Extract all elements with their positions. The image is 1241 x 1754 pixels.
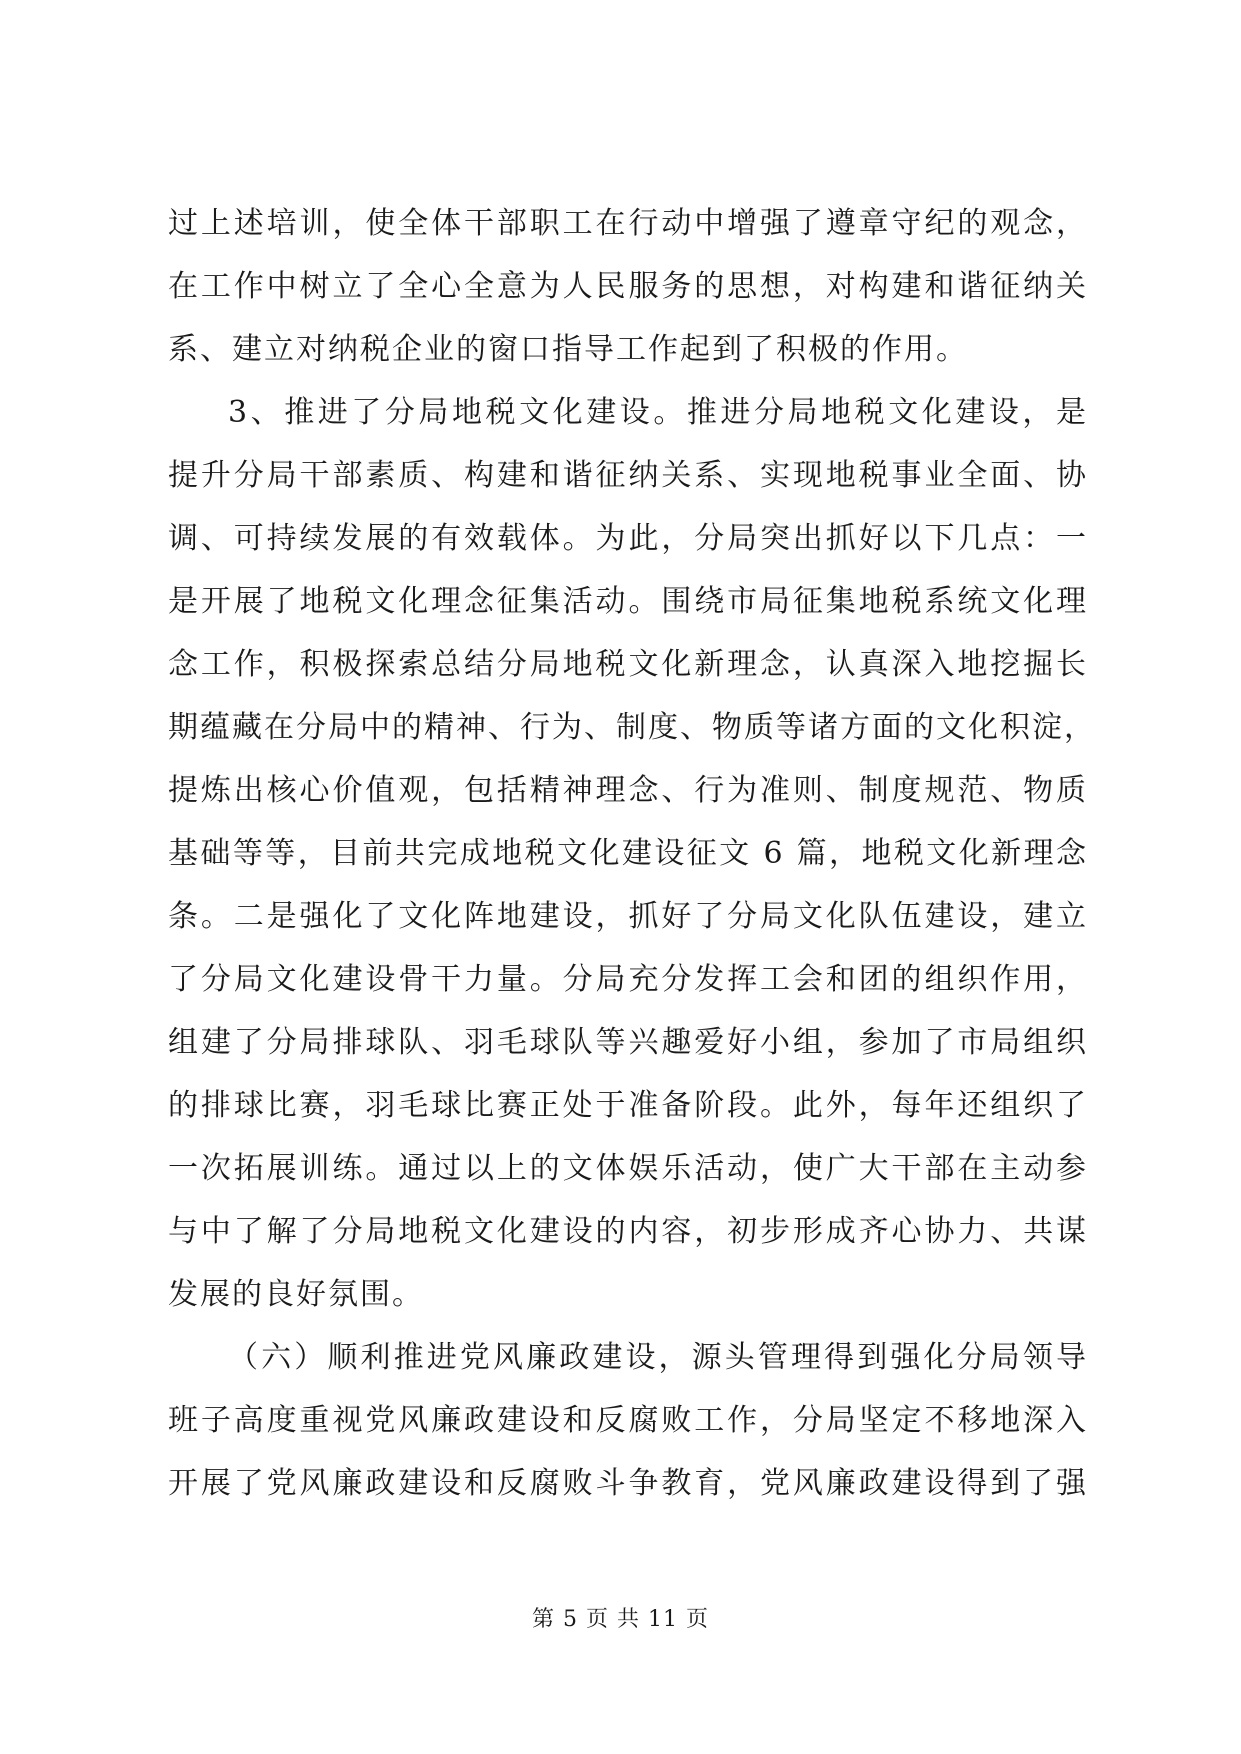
- text-line: 基础等等，目前共完成地税文化建设征文 6 篇，地税文化新理念: [168, 836, 1088, 871]
- text-line: 发展的良好氛围。: [168, 1277, 424, 1312]
- text-line: 条。二是强化了文化阵地建设，抓好了分局文化队伍建设，建立: [168, 899, 1088, 934]
- text-line: 组建了分局排球队、羽毛球队等兴趣爱好小组，参加了市局组织: [168, 1025, 1088, 1060]
- text-line: 一次拓展训练。通过以上的文体娱乐活动，使广大干部在主动参: [168, 1151, 1088, 1186]
- text-line: 与中了解了分局地税文化建设的内容，初步形成齐心协力、共谋: [168, 1214, 1088, 1249]
- text-line: 了分局文化建设骨干力量。分局充分发挥工会和团的组织作用，: [168, 962, 1088, 997]
- body-text: [168, 192, 1096, 1515]
- text-line: 是开展了地税文化理念征集活动。围绕市局征集地税系统文化理: [168, 584, 1088, 619]
- text-line: （六）顺利推进党风廉政建设，源头管理得到强化分局领导: [228, 1340, 1088, 1375]
- text-line: 系、建立对纳税企业的窗口指导工作起到了积极的作用。: [168, 332, 968, 367]
- text-line: 班子高度重视党风廉政建设和反腐败工作，分局坚定不移地深入: [168, 1403, 1088, 1438]
- text-line: 的排球比赛，羽毛球比赛正处于准备阶段。此外，每年还组织了: [168, 1088, 1088, 1123]
- page-footer: 第 5 页 共 11 页: [532, 1607, 709, 1632]
- text-line: 提升分局干部素质、构建和谐征纳关系、实现地税事业全面、协: [168, 458, 1088, 493]
- text-line: 提炼出核心价值观，包括精神理念、行为准则、制度规范、物质: [168, 773, 1088, 808]
- text-line: 3、推进了分局地税文化建设。推进分局地税文化建设，是: [228, 395, 1088, 430]
- text-line: 在工作中树立了全心全意为人民服务的思想，对构建和谐征纳关: [168, 269, 1088, 304]
- text-line: 调、可持续发展的有效载体。为此，分局突出抓好以下几点：一: [168, 521, 1088, 556]
- text-line: 过上述培训，使全体干部职工在行动中增强了遵章守纪的观念，: [168, 206, 1088, 241]
- text-line: 开展了党风廉政建设和反腐败斗争教育，党风廉政建设得到了强: [168, 1466, 1088, 1501]
- text-line: 期蕴藏在分局中的精神、行为、制度、物质等诸方面的文化积淀，: [168, 710, 1096, 745]
- text-line: 念工作，积极探索总结分局地税文化新理念，认真深入地挖掘长: [168, 647, 1088, 682]
